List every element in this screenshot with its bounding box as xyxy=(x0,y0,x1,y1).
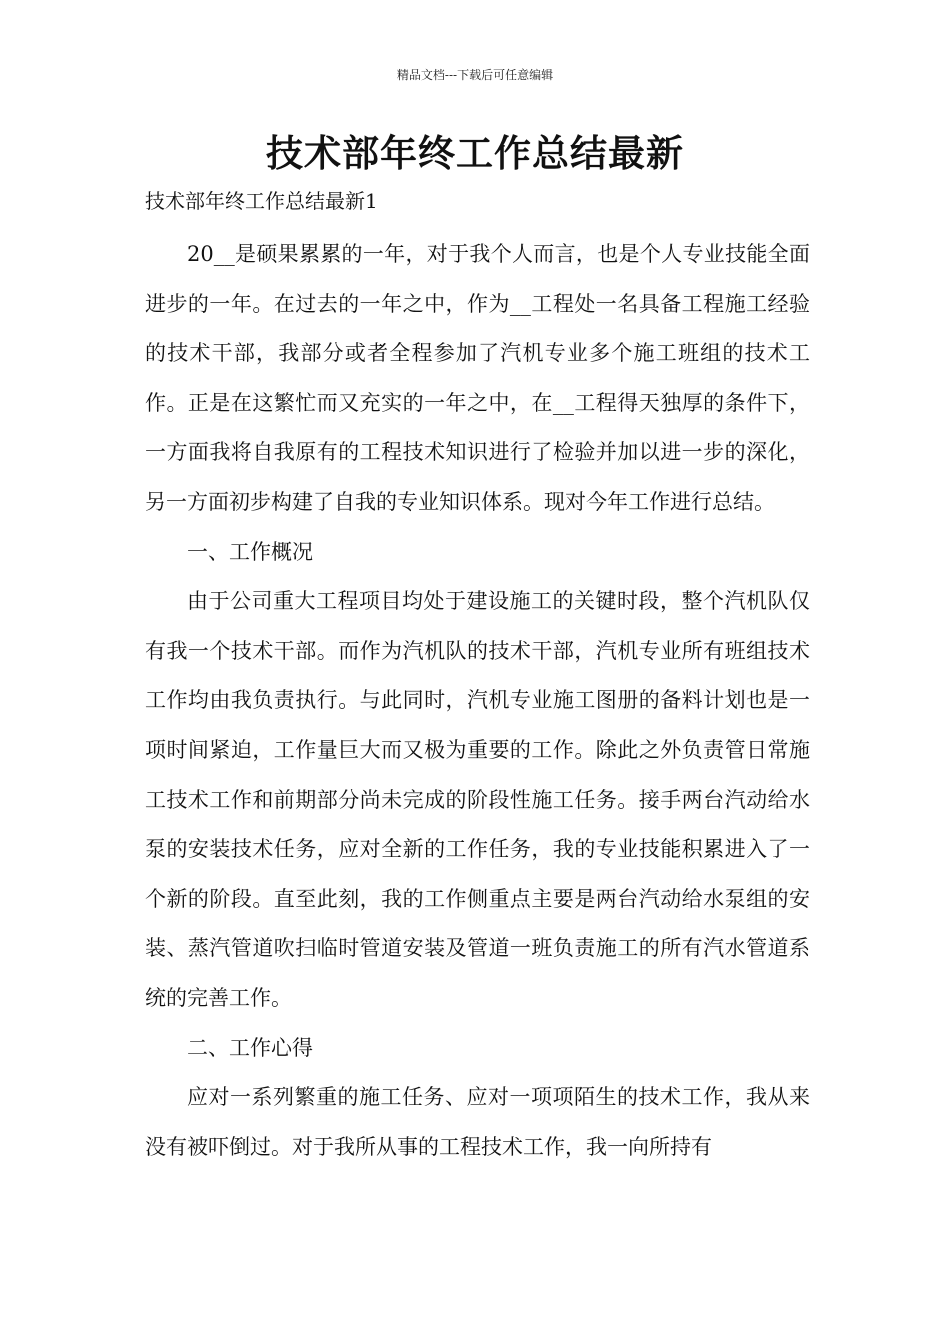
document-title: 技术部年终工作总结最新 xyxy=(266,131,684,175)
section-heading-work-experience: 二、工作心得 xyxy=(187,1035,313,1060)
work-experience-paragraph: 应对一系列繁重的施工任务、应对一项项陌生的技术工作，我从来没有被吓倒过。对于我所从事的工程技术工作，我一向所持有 xyxy=(145,1085,810,1159)
header-note: 精品文档---下载后可任意编辑 xyxy=(396,68,554,82)
intro-paragraph: 20__是硕果累累的一年，对于我个人而言，也是个人专业技能全面进步的一年。在过去的一年之中，作为__工程处一名具备工程施工经验的技术干部，我部分或者全程参加了汽机专业多个施工班组的技术工作。正是在这繁忙而又充实的一年之中，在__工程得天独厚的条件下，一方面我将自我原有的工程技术知识进行了检验并加以进一步的深化，另一方面初步构建了自我的专业知识体系。现对今年工作进行总结。 xyxy=(145,242,810,514)
work-overview-paragraph: 由于公司重大工程项目均处于建设施工的关键时段，整个汽机队仅有我一个技术干部。而作为汽机队的技术干部，汽机专业所有班组技术工作均由我负责执行。与此同时，汽机专业施工图册的备料计划也是一项时间紧迫，工作量巨大而又极为重要的工作。除此之外负责管日常施工技术工作和前期部分尚未完成的阶段性施工任务。接手两台汽动给水泵的安装技术任务，应对全新的工作任务，我的专业技能积累进入了一个新的阶段。直至此刻，我的工作侧重点主要是两台汽动给水泵组的安装、蒸汽管道吹扫临时管道安装及管道一班负责施工的所有汽水管道系统的完善工作。 xyxy=(145,589,810,1010)
section-heading-work-overview: 一、工作概况 xyxy=(187,539,313,564)
document-subtitle: 技术部年终工作总结最新1 xyxy=(145,189,378,213)
document-body xyxy=(145,230,810,1172)
